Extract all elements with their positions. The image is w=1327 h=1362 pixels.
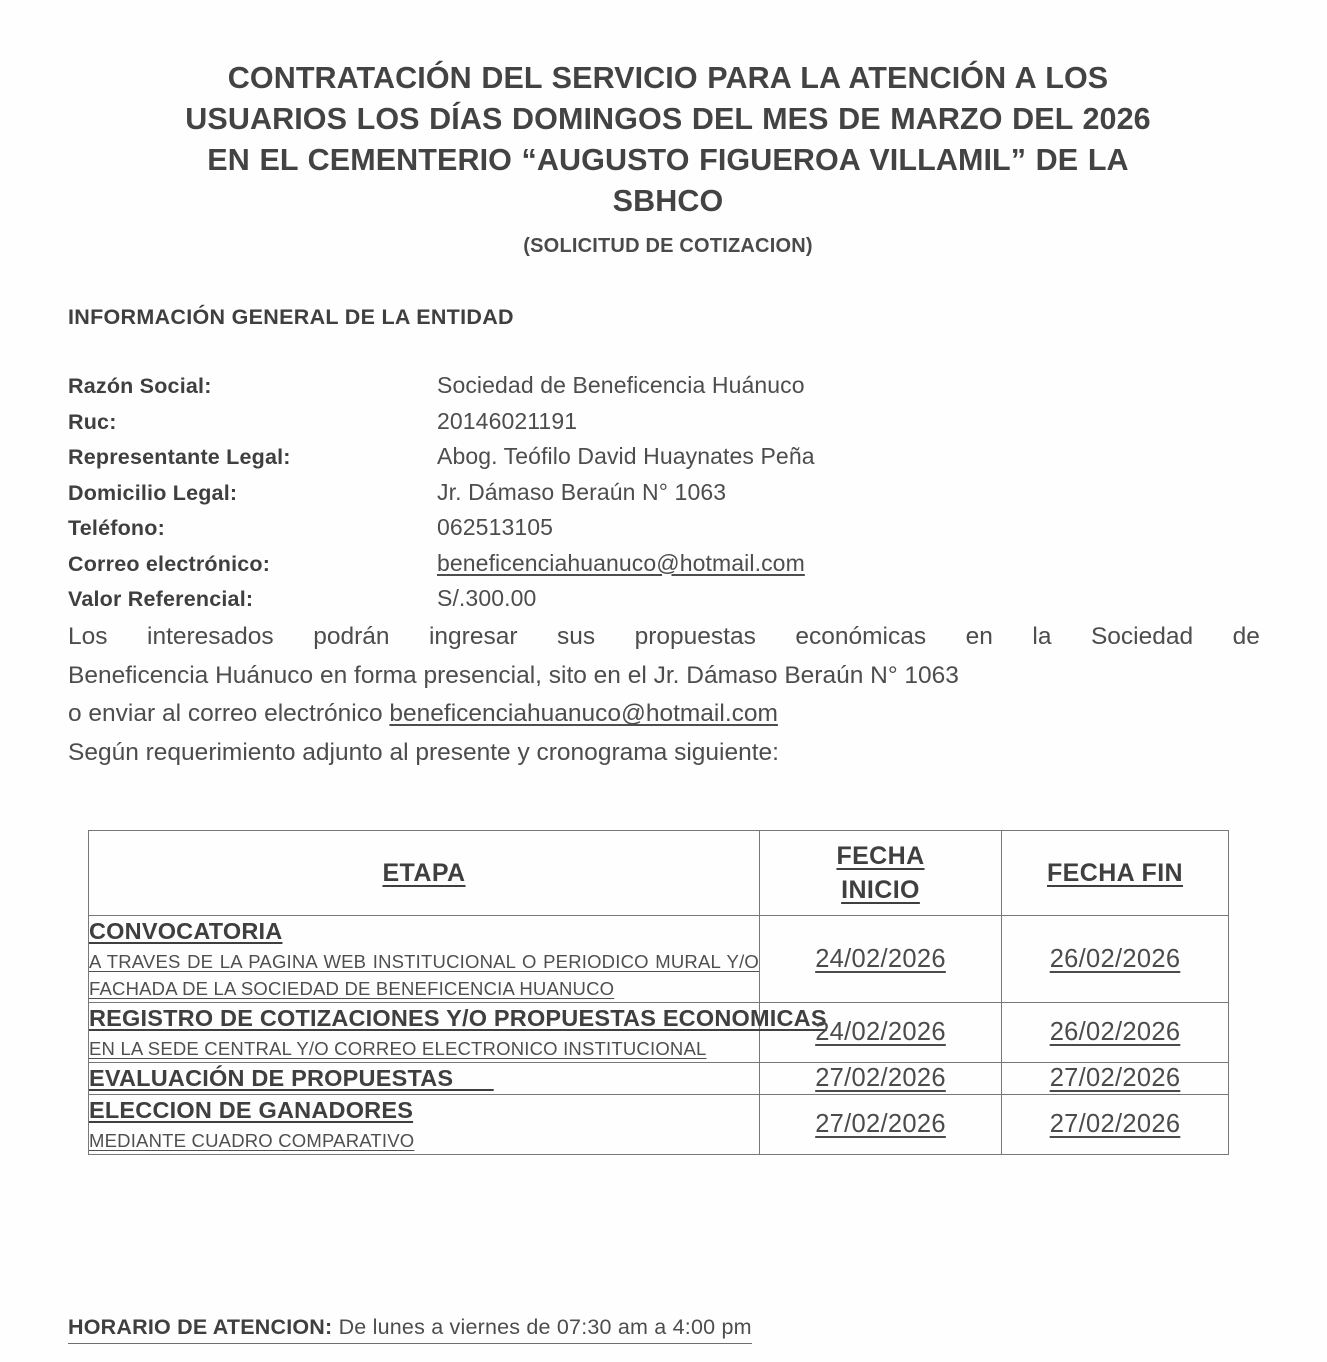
para-word: en <box>965 623 993 650</box>
info-value-domicilio-legal: Jr. Dámaso Beraún N° 1063 <box>437 478 727 505</box>
schedule-table <box>88 830 1229 1155</box>
info-value-valor-referencial: S/.300.00 <box>437 585 537 611</box>
info-label: Correo electrónico: <box>68 551 271 576</box>
table-row <box>89 916 1229 1003</box>
info-row-telefono <box>68 514 1168 550</box>
info-row-domicilio-legal <box>68 479 1168 515</box>
paragraph-line-1 <box>68 618 1260 657</box>
etapa-description: A TRAVES DE LA PAGINA WEB INSTITUCIONAL O PERIODICO MURAL Y/O FACHADA DE LA SOCIEDAD DE BENEFICENCIA HUANUCO <box>89 951 759 999</box>
office-hours-value: De lunes a viernes de 07:30 am a 4:00 pm <box>332 1315 752 1339</box>
column-header-fecha-fin <box>1002 831 1229 916</box>
email-link-inline[interactable]: beneficenciahuanuco@hotmail.com <box>389 700 778 727</box>
date-value: 26/02/2026 <box>1049 944 1181 973</box>
info-row-correo-electronico <box>68 550 1168 586</box>
para-word: interesados <box>147 623 274 650</box>
info-row-ruc <box>68 408 1168 444</box>
column-header-fecha-inicio-line2: INICIO <box>841 876 920 904</box>
etapa-title: CONVOCATORIA <box>89 918 283 944</box>
info-label: Valor Referencial: <box>68 587 254 611</box>
cell-etapa <box>89 1063 760 1095</box>
document-title-block <box>78 58 1258 260</box>
etapa-title: EVALUACIÓN DE PROPUESTAS <box>89 1065 494 1091</box>
date-value: 27/02/2026 <box>1049 1064 1181 1092</box>
cell-fecha-fin <box>1002 1003 1229 1063</box>
cell-fecha-inicio <box>760 1095 1002 1155</box>
date-value: 27/02/2026 <box>815 1064 946 1092</box>
para-word: económicas <box>795 623 927 650</box>
instructions-paragraph <box>68 618 1260 772</box>
para-word: ingresar <box>428 623 518 650</box>
title-line-2: USUARIOS LOS DÍAS DOMINGOS DEL MES DE MARZO DEL 2026 <box>185 102 1151 136</box>
info-row-razon-social <box>68 372 1168 408</box>
table-row <box>89 1095 1229 1155</box>
etapa-title: REGISTRO DE COTIZACIONES Y/O PROPUESTAS ECONOMICAS <box>89 1005 827 1031</box>
info-value-ruc: 20146021191 <box>437 407 578 434</box>
para-word: Los <box>68 623 108 650</box>
office-hours-note <box>68 1315 752 1344</box>
etapa-description: EN LA SEDE CENTRAL Y/O CORREO ELECTRONICO INSTITUCIONAL <box>89 1038 707 1059</box>
table-header-row <box>89 831 1229 916</box>
info-label: Teléfono: <box>68 516 165 540</box>
cell-fecha-inicio <box>760 916 1002 1003</box>
para-word: Sociedad <box>1090 623 1194 650</box>
info-label: Ruc: <box>68 409 117 434</box>
paragraph-line-2: Beneficencia Huánuco en forma presencial, sito en el Jr. Dámaso Beraún N° 1063 <box>68 661 959 689</box>
info-value-representante-legal: Abog. Teófilo David Huaynates Peña <box>437 443 815 469</box>
para-word: de <box>1232 623 1260 650</box>
column-header-fecha-inicio-line1: FECHA <box>836 842 925 870</box>
email-link[interactable]: beneficenciahuanuco@hotmail.com <box>437 549 805 576</box>
para-word: sus <box>557 623 596 650</box>
cell-fecha-fin <box>1002 1063 1229 1095</box>
para-word: propuestas <box>634 623 756 650</box>
table-row <box>89 1063 1229 1095</box>
etapa-title: ELECCION DE GANADORES <box>89 1097 414 1123</box>
cell-etapa <box>89 916 760 1003</box>
column-header-fecha-inicio <box>760 831 1002 916</box>
date-value: 24/02/2026 <box>815 944 946 973</box>
info-value-telefono: 062513105 <box>437 514 554 540</box>
date-value: 27/02/2026 <box>1049 1110 1181 1138</box>
cell-fecha-inicio <box>760 1063 1002 1095</box>
date-value: 24/02/2026 <box>815 1018 946 1046</box>
paragraph-line-3-prefix: o enviar al correo electrónico <box>68 700 390 727</box>
cell-fecha-fin <box>1002 916 1229 1003</box>
etapa-description: MEDIANTE CUADRO COMPARATIVO <box>89 1130 415 1151</box>
column-header-fecha-fin-label: FECHA FIN <box>1047 859 1183 887</box>
column-header-etapa-label: ETAPA <box>382 859 466 887</box>
entity-info-list <box>68 372 1168 621</box>
table-row <box>89 1003 1229 1063</box>
office-hours-inner <box>68 1315 752 1344</box>
page-title <box>78 58 1258 222</box>
title-line-1: CONTRATACIÓN DEL SERVICIO PARA LA ATENCIÓN A LOS <box>227 61 1109 95</box>
date-value: 26/02/2026 <box>1049 1018 1181 1046</box>
info-value-razon-social: Sociedad de Beneficencia Huánuco <box>437 372 805 398</box>
entity-section-heading: INFORMACIÓN GENERAL DE LA ENTIDAD <box>68 305 514 329</box>
info-row-valor-referencial <box>68 585 1168 621</box>
info-label: Representante Legal: <box>68 445 291 469</box>
info-label: Domicilio Legal: <box>68 480 238 505</box>
date-value: 27/02/2026 <box>815 1110 946 1138</box>
document-subtitle: (SOLICITUD DE COTIZACION) <box>523 235 813 257</box>
office-hours-label: HORARIO DE ATENCION: <box>68 1315 333 1339</box>
paragraph-line-3 <box>68 695 1260 734</box>
para-word: podrán <box>313 623 390 650</box>
column-header-etapa <box>89 831 760 916</box>
title-line-4: SBHCO <box>612 184 724 218</box>
para-word: la <box>1032 623 1052 650</box>
paragraph-line-4: Según requerimiento adjunto al presente y cronograma siguiente: <box>68 738 779 766</box>
cell-etapa <box>89 1095 760 1155</box>
info-row-representante-legal <box>68 443 1168 479</box>
cell-etapa <box>89 1003 827 1063</box>
title-line-3: EN EL CEMENTERIO “AUGUSTO FIGUEROA VILLAMIL” DE LA <box>207 143 1129 177</box>
info-label: Razón Social: <box>68 374 212 398</box>
cell-fecha-fin <box>1002 1095 1229 1155</box>
